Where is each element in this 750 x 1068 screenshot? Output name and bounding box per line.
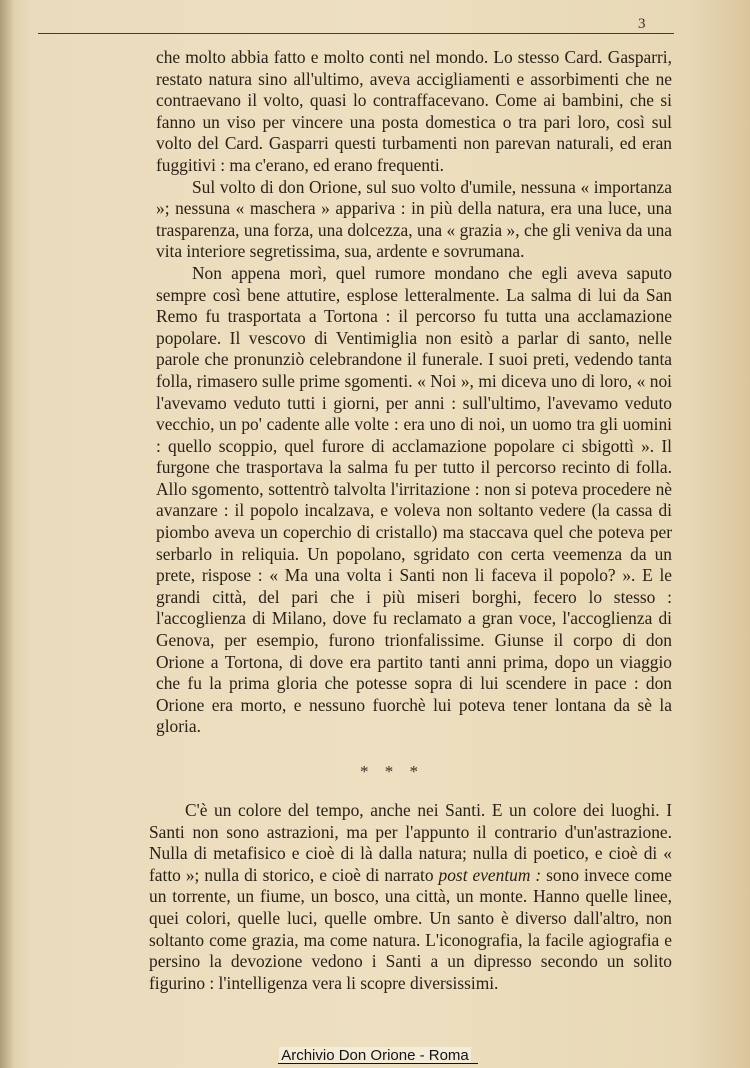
archive-label: Archivio Don Orione - Roma (281, 1047, 469, 1064)
paragraph-4-italic: post eventum : (438, 864, 542, 885)
paragraph-4-part-1: C'è un colore del tempo, anche nei Santi. E un colore dei luoghi. I Santi non sono astrazioni, ma per l'appunto il contrario d'un'astrazione. Nulla di metafisico e cioè di là dalla natura; nulla di poetico, e cioè di « fatto »; nulla di storico, e cioè di narrato (149, 800, 672, 885)
footer-underline (278, 1063, 478, 1064)
body-text-top (156, 47, 672, 738)
archive-footer (0, 1047, 750, 1064)
paragraph-1: che molto abbia fatto e molto conti nel mondo. Lo stesso Card. Gasparri, restato natura sino all'ultimo, aveva accigliamenti e assorbimenti che ne contraevano il volto, quasi lo contraffacevano. Come ai bambini, che si fanno un viso per vincere una posta domestica o tra pari loro, così sul volto del Card. Gasparri questi turbamenti non parevan naturali, ed eran fuggitivi : ma c'erano, ed erano frequenti. (156, 47, 672, 175)
header-rule (38, 33, 674, 34)
section-separator: * * * (360, 762, 424, 781)
paragraph-4 (149, 800, 672, 994)
page-number: 3 (638, 16, 646, 32)
spine-shadow (0, 0, 14, 1068)
paragraph-4-part-2: sono invece come un torrente, un fiume, un bosco, una città, un monte. Hanno quelle linee, quei colori, quelle luci, quelle ombre. Un santo è diverso dall'altro, non soltanto come grazia, ma come natura. L'iconografia, la facile agiografia e persino la devozione vedono i Santi a un dipresso secondo un solito figurino : l'intelligenza vera li scopre diversissimi. (149, 864, 672, 993)
paragraph-2: Sul volto di don Orione, sul suo volto d'umile, nessuna « importanza »; nessuna « maschera » appariva : in più della natura, era una luce, una trasparenza, una forza, una dolcezza, una « grazia », che gli veniva da una vita interiore segretissima, sua, ardente e sovrumana. (156, 176, 672, 262)
paragraph-3: Non appena morì, quel rumore mondano che egli aveva saputo sempre così bene attutire, esplose letteralmente. La salma di lui da San Remo fu trasportata a Tortona : il percorso fu tutta una acclamazione popolare. Il vescovo di Ventimiglia non esitò a parlar di santo, nelle parole che pronunziò celebrandone il funerale. I suoi preti, vedendo tanta folla, rimasero sulle prime sgomenti. « Noi », mi diceva uno di loro, « noi l'avevamo veduto tutti i giorni, per anni : sull'ultimo, l'avevamo veduto vecchio, un po' cadente alle volte : era uno di noi, un uomo tra gli uomini : quello scoppio, quel furore di acclamazione popolare ci sbigottì ». Il furgone che trasportava la salma fu per tutto il percorso recinto di folla. Allo sgomento, sottentrò talvolta l'irritazione : non si poteva procedere nè avanzare : il popolo incalzava, e voleva non soltanto vedere (la cassa di piombo aveva un coperchio di cristallo) ma staccava quel che poteva per serbarlo in reliquia. Un popolano, sgridato con certa veemenza da un prete, rispose : « Ma una volta i Santi non li faceva il popolo? ». E le grandi città, del pari che i più miseri borghi, fecero lo stesso : l'accoglienza di Milano, dove fu reclamato a gran voce, l'accoglienza di Genova, per esempio, furono trionfalissime. Giunse il corpo di don Orione a Tortona, di dove era partito tanti anni prima, dopo un viaggio che fu la prima gloria che potesse sopra di lui scendere in pace : don Orione era morto, e nessuno fuorchè lui poteva tener lontana da sè la gloria. (156, 262, 672, 737)
body-text-bottom (149, 800, 672, 994)
